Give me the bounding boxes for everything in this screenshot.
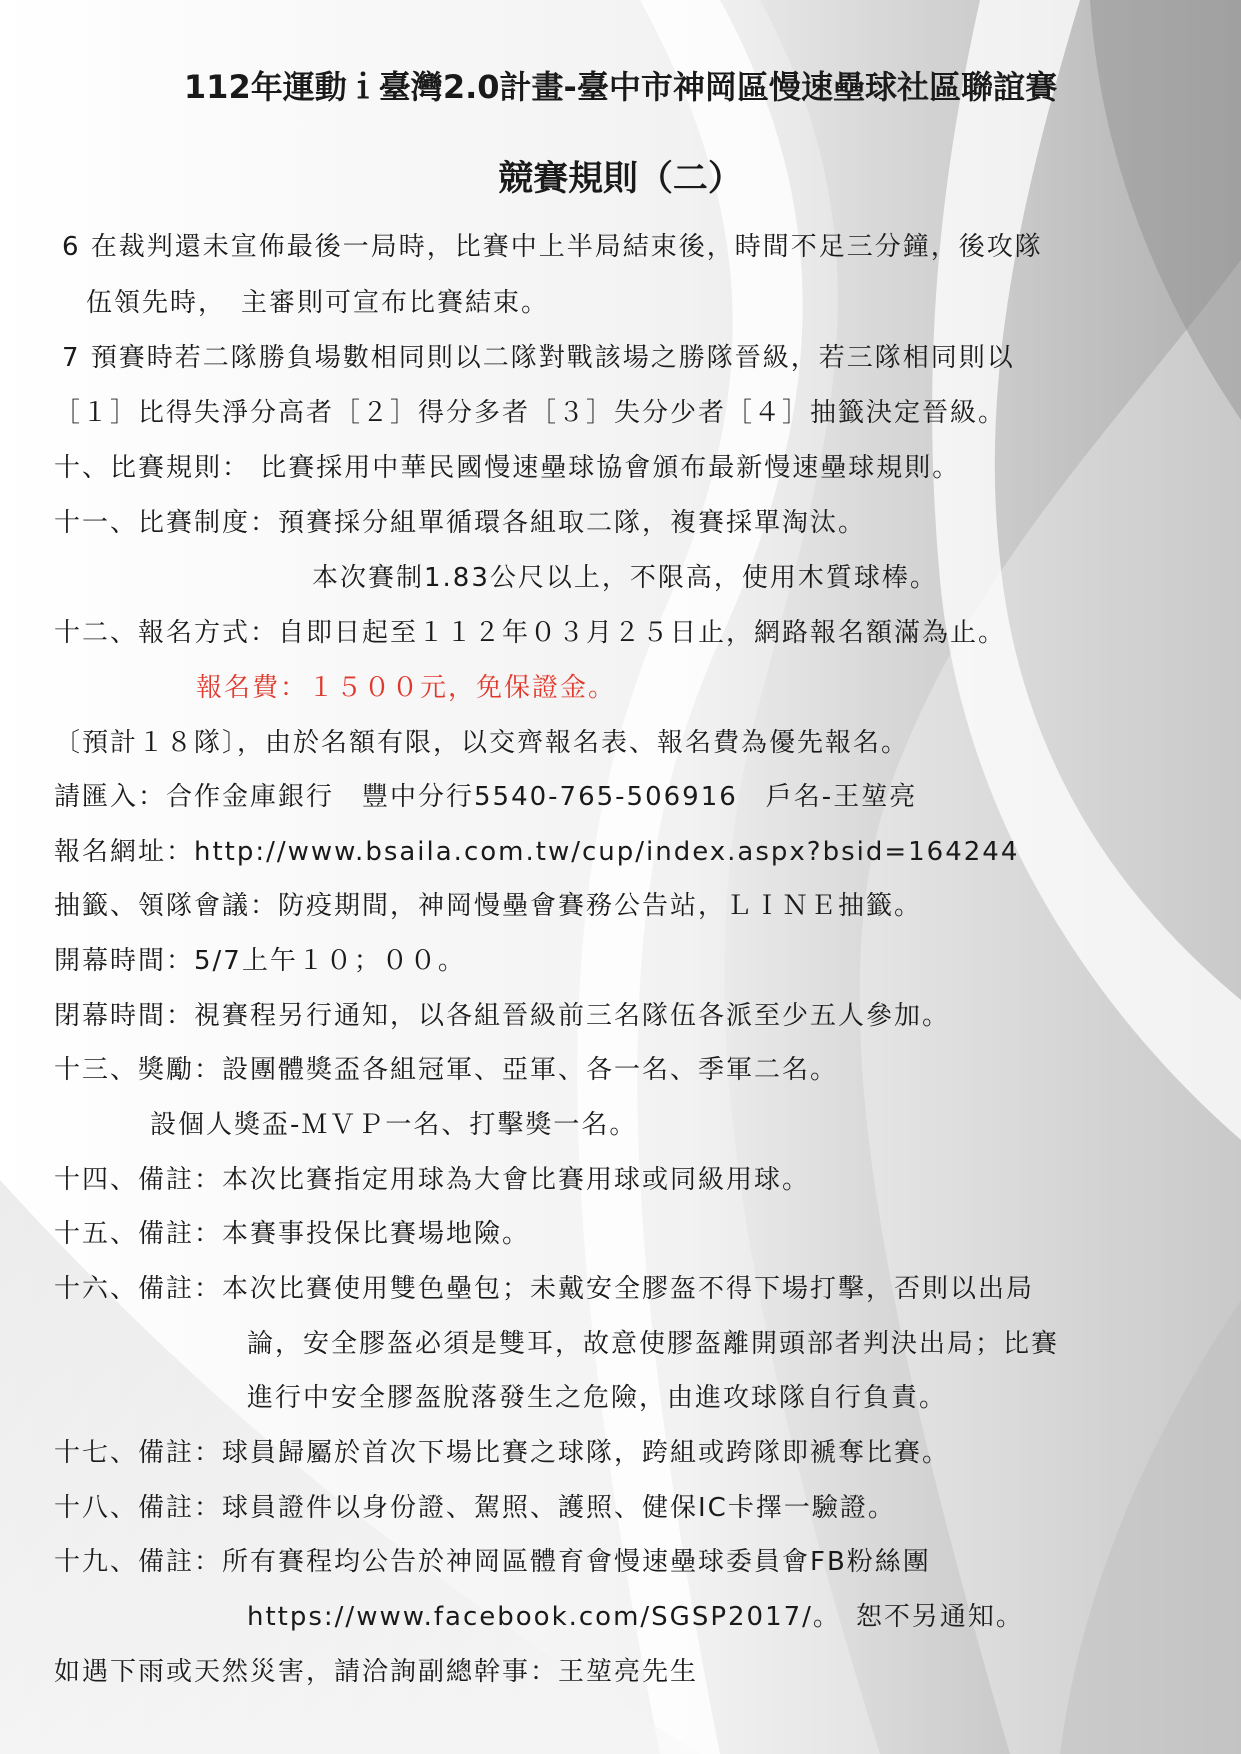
rule-line-7b: ［１］比得失淨分高者［２］得分多者［３］失分少者［４］抽籤決定晉級。 xyxy=(54,398,1007,428)
closing-time: 閉幕時間：視賽程另行通知，以各組晉級前三名隊伍各派至少五人參加。 xyxy=(54,1001,951,1031)
bank-transfer-info: 請匯入：合作金庫銀行 豐中分行5540-765-506916 戶名-王堃亮 xyxy=(54,782,918,812)
section-16: 十六、備註：本次比賽使用雙色壘包；未戴安全膠盔不得下場打擊，否則以出局 xyxy=(54,1274,1035,1304)
rule-line-6a: 6 在裁判還未宣佈最後一局時，比賽中上半局結束後，時間不足三分鐘，後攻隊 xyxy=(62,232,1043,262)
facebook-url: https://www.facebook.com/SGSP2017/。 恕不另通知。 xyxy=(247,1602,1024,1632)
rule-line-7a: 7 預賽時若二隊勝負場數相同則以二隊對戰該場之勝隊晉級，若三隊相同則以 xyxy=(62,343,1015,373)
section-13: 十三、獎勵：設團體獎盃各組冠軍、亞軍、各一名、季軍二名。 xyxy=(54,1055,839,1085)
section-11: 十一、比賽制度：預賽採分組單循環各組取二隊，複賽採單淘汰。 xyxy=(54,508,867,538)
section-15: 十五、備註：本賽事投保比賽場地險。 xyxy=(54,1219,531,1249)
rule-line-6b: 伍領先時， 主審則可宣布比賽結束。 xyxy=(86,288,550,318)
document-title: 112年運動ｉ臺灣2.0計畫-臺中市神岡區慢速壘球社區聯誼賽 xyxy=(183,68,1058,106)
team-count-note: 〔預計１８隊〕，由於名額有限，以交齊報名表、報名費為優先報名。 xyxy=(54,728,910,758)
section-17: 十七、備註：球員歸屬於首次下場比賽之球隊，跨組或跨隊即褫奪比賽。 xyxy=(54,1438,951,1468)
section-13-detail: 設個人獎盃-ＭＶＰ一名、打擊獎一名。 xyxy=(150,1110,638,1140)
section-16-cont-1: 論，安全膠盔必須是雙耳，故意使膠盔離開頭部者判決出局；比賽 xyxy=(247,1329,1060,1359)
section-16-cont-2: 進行中安全膠盔脫落發生之危險，由進攻球隊自行負責。 xyxy=(247,1383,948,1413)
opening-time: 開幕時間：5/7上午１０；００。 xyxy=(54,946,466,976)
section-19: 十九、備註：所有賽程均公告於神岡區體育會慢速壘球委員會FB粉絲團 xyxy=(54,1547,931,1577)
draw-meeting: 抽籤、領隊會議：防疫期間，神岡慢壘會賽務公告站，ＬＩＮＥ抽籤。 xyxy=(54,891,923,921)
registration-url: 報名網址：http://www.bsaila.com.tw/cup/index.aspx?bsid=164244 xyxy=(54,837,1020,867)
section-12: 十二、報名方式：自即日起至１１２年０３月２５日止，網路報名額滿為止。 xyxy=(54,618,1007,648)
registration-fee: 報名費：１５００元，免保證金。 xyxy=(196,673,617,703)
section-18: 十八、備註：球員證件以身份證、駕照、護照、健保IC卡擇一驗證。 xyxy=(54,1493,896,1523)
section-11-detail: 本次賽制1.83公尺以上，不限高，使用木質球棒。 xyxy=(312,563,938,593)
section-14: 十四、備註：本次比賽指定用球為大會比賽用球或同級用球。 xyxy=(54,1165,811,1195)
weather-contact: 如遇下雨或天然災害，請洽詢副總幹事：王堃亮先生 xyxy=(54,1657,699,1687)
document-subtitle: 競賽規則（二） xyxy=(498,159,743,199)
section-10: 十、比賽規則： 比賽採用中華民國慢速壘球協會頒布最新慢速壘球規則。 xyxy=(54,453,961,483)
